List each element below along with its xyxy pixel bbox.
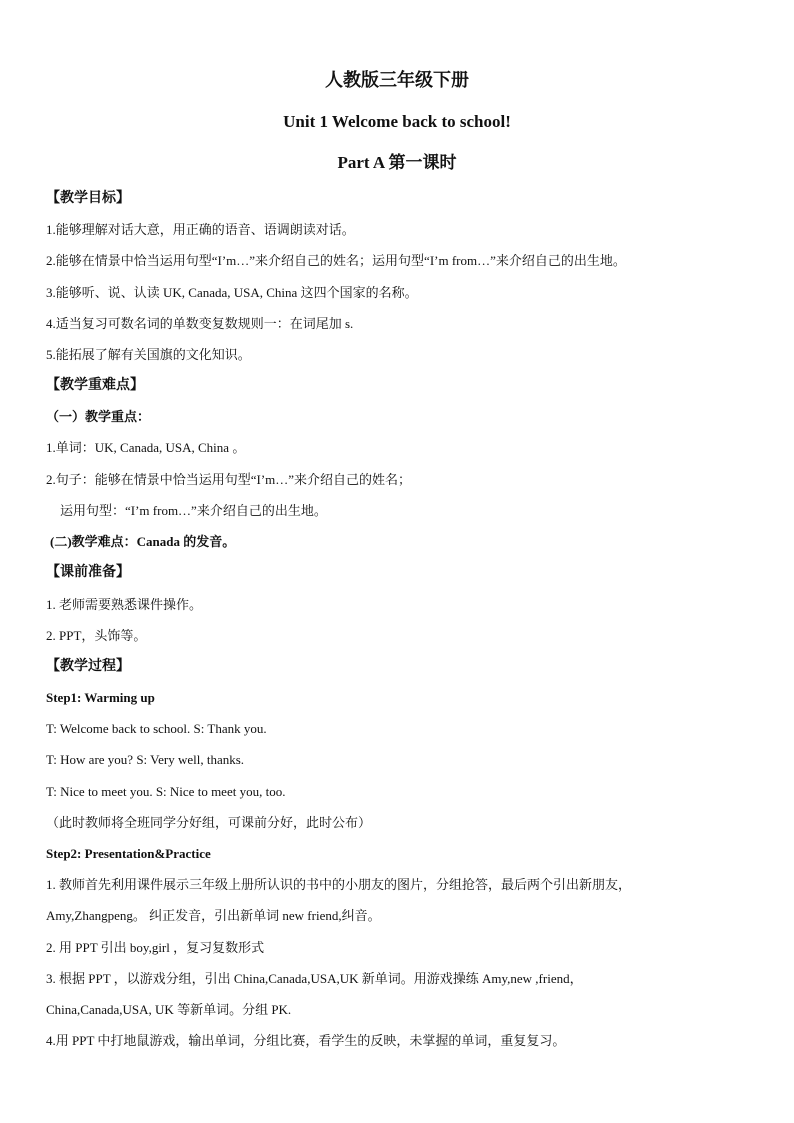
- keypoint-item: 1.单词：UK, Canada, USA, China 。: [46, 440, 246, 455]
- step2-title: Step2: Presentation&Practice: [46, 846, 211, 861]
- objectives-heading: 【教学目标】: [46, 191, 130, 206]
- step2-line: Amy,Zhangpeng。 纠正发音，引出新单词 new friend,纠音。: [46, 908, 381, 923]
- objective-item: 1.能够理解对话大意，用正确的语音、语调朗读对话。: [46, 222, 355, 237]
- prep-item: 2. PPT，头饰等。: [46, 628, 147, 643]
- objective-item: 5.能拓展了解有关国旗的文化知识。: [46, 347, 251, 362]
- dialogue-line: T: How are you? S: Very well, thanks.: [46, 752, 245, 767]
- difficulty-subheading: (二)教学难点：Canada 的发音。: [50, 534, 236, 549]
- step2-line: 4.用 PPT 中打地鼠游戏，输出单词，分组比赛，看学生的反映，未掌握的单词，重复复习。: [46, 1033, 566, 1048]
- unit-title: Unit 1 Welcome back to school!: [283, 112, 511, 131]
- prep-heading: 【课前准备】: [46, 565, 130, 580]
- prep-item: 1. 老师需要熟悉课件操作。: [46, 597, 203, 612]
- process-heading: 【教学过程】: [46, 659, 130, 674]
- objective-item: 4.适当复习可数名词的单数变复数规则一：在词尾加 s.: [46, 316, 354, 331]
- dialogue-line: T: Welcome back to school. S: Thank you.: [46, 721, 267, 736]
- keypoints-subheading: （一）教学重点：: [46, 409, 151, 424]
- objective-item: 3.能够听、说、认读 UK, Canada, USA, China 这四个国家的名称。: [46, 285, 418, 300]
- step1-note: （此时教师将全班同学分好组，可课前分好，此时公布）: [46, 815, 372, 830]
- step2-line: China,Canada,USA, UK 等新单词。分组 PK.: [46, 1002, 292, 1017]
- keypoints-heading: 【教学重难点】: [46, 378, 144, 393]
- keypoint-item: 运用句型：“I’m from…”来介绍自己的出生地。: [60, 503, 327, 518]
- step2-line: 2. 用 PPT 引出 boy,girl ，复习复数形式: [46, 940, 265, 955]
- step1-title: Step1: Warming up: [46, 690, 155, 705]
- objective-item: 2.能够在情景中恰当运用句型“I’m…”来介绍自己的姓名；运用句型“I’m from…”来介绍自己的出生地。: [46, 253, 626, 268]
- step2-line: 3. 根据 PPT ，以游戏分组，引出 China,Canada,USA,UK 新单词。用游戏操练 Amy,new ,friend，: [46, 971, 583, 986]
- step2-line: 1. 教师首先利用课件展示三年级上册所认识的书中的小朋友的图片，分组抢答，最后两个引出新朋友，: [46, 877, 632, 892]
- keypoint-item: 2.句子：能够在情景中恰当运用句型“I’m…”来介绍自己的姓名；: [46, 472, 412, 487]
- document-title: 人教版三年级下册: [325, 70, 469, 90]
- dialogue-line: T: Nice to meet you. S: Nice to meet you, too.: [46, 784, 286, 799]
- part-title: Part A 第一课时: [337, 153, 457, 172]
